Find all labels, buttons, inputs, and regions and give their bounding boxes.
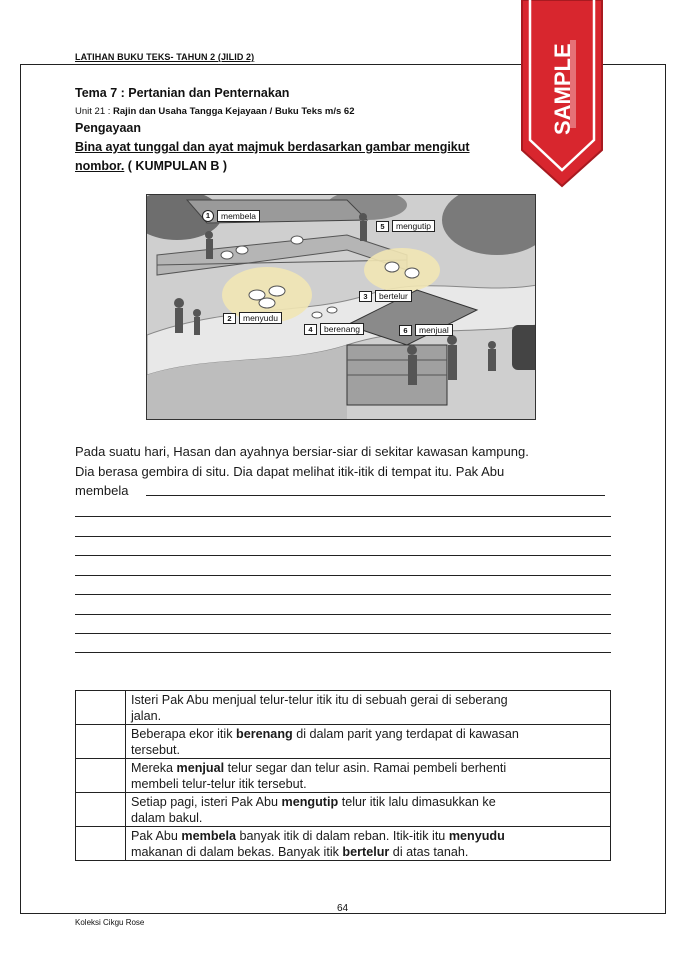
number-cell[interactable] (76, 691, 126, 725)
sentence-text: jalan. (131, 709, 162, 723)
picture-label-3 (359, 290, 412, 302)
number-cell[interactable] (76, 793, 126, 827)
label-number: 3 (359, 291, 372, 302)
section-heading: Pengayaan (75, 121, 142, 135)
book-title: LATIHAN BUKU TEKS- TAHUN 2 (JILID 2) (75, 52, 255, 62)
sentence-table (75, 690, 611, 861)
instruction-group: ( KUMPULAN B ) (124, 159, 228, 173)
instruction-underlined: nombor. (75, 159, 125, 173)
paragraph-line-3: membela (75, 483, 129, 498)
picture-label-2 (223, 312, 282, 324)
sentence-text: Beberapa ekor itik (131, 727, 237, 741)
farm-illustration (146, 194, 536, 420)
answer-line[interactable] (75, 633, 611, 634)
label-number: 1 (202, 210, 214, 222)
answer-line[interactable] (75, 575, 611, 576)
answer-line[interactable] (75, 652, 611, 653)
answer-line[interactable] (75, 536, 611, 537)
label-number: 5 (376, 221, 389, 232)
picture-label-5 (376, 220, 435, 232)
paragraph-line-1: Pada suatu hari, Hasan dan ayahnya bersiar-siar di sekitar kawasan kampung. (75, 444, 529, 459)
number-cell[interactable] (76, 725, 126, 759)
table-row (76, 759, 611, 793)
sentence-text: dalam bakul. (131, 811, 203, 825)
number-cell[interactable] (76, 827, 126, 861)
sentence-text: Isteri Pak Abu menjual telur-telur itik itu di sebuah gerai di seberang (131, 693, 508, 707)
label-number: 6 (399, 325, 412, 336)
sentence-text: di dalam parit yang terdapat di kawasan (292, 727, 519, 741)
sentence-text: Setiap pagi, isteri Pak Abu (131, 795, 282, 809)
sentence-text: telur itik lalu dimasukkan ke (338, 795, 496, 809)
label-word: menjual (415, 324, 453, 336)
sentence-text: telur segar dan telur asin. Ramai pembeli berhenti (224, 761, 507, 775)
sentence-cell (126, 827, 611, 861)
unit-title: Rajin dan Usaha Tangga Kejayaan / (113, 106, 275, 117)
sentence-text: banyak itik di dalam reban. Itik-itik itu (236, 829, 449, 843)
sample-ribbon (520, 0, 604, 190)
label-word: mengutip (392, 220, 435, 232)
page-number: 64 (337, 903, 349, 914)
unit-line (75, 106, 355, 117)
picture-label-6 (399, 324, 453, 336)
instruction-line-2 (75, 159, 227, 173)
sentence-cell (126, 691, 611, 725)
sample-label: SAMPLE (550, 43, 575, 135)
table-row (76, 793, 611, 827)
unit-reference: Buku Teks m/s 62 (274, 106, 355, 117)
unit-prefix: Unit 21 : (75, 106, 114, 117)
picture-label-4 (304, 323, 364, 335)
label-word: berenang (320, 323, 364, 335)
keyword: menjual (176, 761, 225, 775)
sentence-cell (126, 793, 611, 827)
sentence-text: membeli telur-telur itik tersebut. (131, 777, 307, 791)
keyword: mengutip (281, 795, 339, 809)
table-row (76, 691, 611, 725)
keyword: berenang (236, 727, 293, 741)
label-number: 2 (223, 313, 236, 324)
keyword: bertelur (342, 845, 390, 859)
sentence-text: Pak Abu (131, 829, 182, 843)
picture-label-1 (202, 210, 260, 222)
sentence-cell (126, 759, 611, 793)
table-row (76, 725, 611, 759)
footer-credit: Koleksi Cikgu Rose (75, 918, 145, 927)
keyword: menyudu (448, 829, 505, 843)
keyword: membela (181, 829, 237, 843)
label-number: 4 (304, 324, 317, 335)
instruction-line-1: Bina ayat tunggal dan ayat majmuk berdasarkan gambar mengikut (75, 140, 470, 154)
label-word: membela (217, 210, 260, 222)
answer-line-start[interactable] (146, 495, 605, 496)
story-paragraph (75, 442, 615, 501)
farm-scene-drawing (147, 195, 536, 420)
answer-line[interactable] (75, 614, 611, 615)
theme-heading: Tema 7 : Pertanian dan Penternakan (75, 86, 290, 100)
label-word: bertelur (375, 290, 412, 302)
sentence-text: Mereka (131, 761, 177, 775)
sentence-text: tersebut. (131, 743, 181, 757)
sentence-text: makanan di dalam bekas. Banyak itik (131, 845, 343, 859)
sentence-cell (126, 725, 611, 759)
table-row (76, 827, 611, 861)
label-word: menyudu (239, 312, 282, 324)
answer-line[interactable] (75, 516, 611, 517)
answer-line[interactable] (75, 555, 611, 556)
number-cell[interactable] (76, 759, 126, 793)
sentence-text: di atas tanah. (389, 845, 469, 859)
paragraph-line-2: Dia berasa gembira di situ. Dia dapat melihat itik-itik di tempat itu. Pak Abu (75, 463, 505, 479)
answer-line[interactable] (75, 594, 611, 595)
